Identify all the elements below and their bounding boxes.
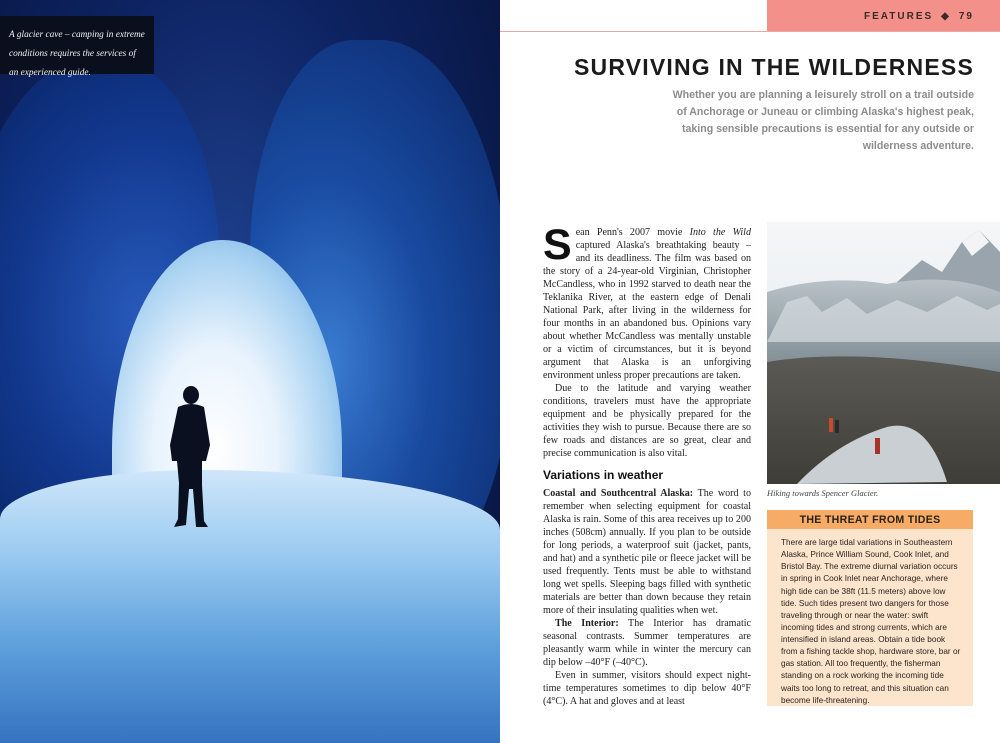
photo-caption-box [0,16,154,78]
left-photo-caption: A glacier cave – camping in extreme conditions requires the services of an experienced guide. [9,30,145,78]
article-page [500,0,1000,743]
p3-text: The word to remember when selecting equipment for coastal Alaska is rain. Some of this area receives up to 200 inches (508cm) annually. If you plan to be outside for long periods, a waterproof suit (jacket, pants, and hat) and a synthetic pile or fleece jacket will be used frequently. Tents must be able to withstand long wet spells. Sleeping bags filled with synthetic materials are better than down because they retain more of their insulating qualities when wet. [543,487,751,616]
paragraph-3 [543,487,751,617]
paragraph-5: Even in summer, visitors should expect night-time temperatures sometimes to dip below 40°F (4°C). A hat and gloves and at least [543,669,751,707]
page-number: 79 [958,10,974,22]
sidebar-title: THE THREAT FROM TIDES [799,513,941,526]
subhead-weather: Variations in weather [543,468,664,482]
paragraph-2: Due to the latitude and varying weather conditions, travelers must have the appropriate equipment and be physically prepared for the activities they wish to pursue. Because there are so few roads and distances are so great, clear and precise communication is also vital. [543,383,751,459]
p1-rest: captured Alaska's breathtaking beauty – and its deadliness. The film was based on the story of a 24-year-old Virginian, Christopher McCandless, who in 1992 starved to death near the Teklanika River, at the eastern edge of Denali National Park, after living in the wilderness for four months in an abandoned bus. Opinions vary about whether McCandless was mentally unstable or a victim of circumstances, but it is beyond argument that Alaska is an unforgiving environment unless proper precautions are taken. [543,240,751,381]
article-title: SURVIVING IN THE WILDERNESS [573,54,974,80]
spencer-glacier-photo [767,222,1000,484]
person-silhouette [160,385,220,530]
diamond-separator-icon: ◆ [941,10,951,22]
body-column [543,221,751,708]
runin-interior: The Interior: [555,617,619,629]
paragraph-4 [543,617,751,669]
section-label: FEATURES [864,10,934,22]
film-title: Into the Wild [689,227,751,238]
tides-sidebar [767,510,973,706]
drop-cap: S [543,221,572,269]
paragraph-1 [543,221,751,382]
p4-text: The Interior has dramatic seasonal contrasts. Summer temperatures are pleasantly warm while in winter the mercury can dip below –40°F (–40°C). [543,617,751,668]
runin-coastal: Coastal and Southcentral Alaska: [543,487,694,499]
snow-floor [0,470,500,743]
sidebar-heading [767,510,973,529]
standfirst: Whether you are planning a leisurely stroll on a trail outside of Anchorage or Juneau or climbing Alaska's highest peak, taking sensible precautions is essential for any outside or wilderness adventure. [672,89,974,153]
running-header [767,0,1000,32]
sidebar-text: There are large tidal variations in Southeastern Alaska, Prince William Sound, Cook Inlet, and Bristol Bay. The extreme diurnal variation occurs in spring in Cook Inlet near Anchorage, where high tide can be 38ft (11.5 meters) above low tide. Such tides present two dangers for those traveling through or near the water: swift incoming tides and strong currents, which are intensified in island areas. Obtain a tide book from a fishing tackle shop, hardware store, bar or gas station. All too frequently, the fisherman standing on a rock working the incoming tide waits too long to retreat, and this situation can become life-threatening. [781,538,961,705]
photo-caption: Hiking towards Spencer Glacier. [767,488,879,498]
header-rule [500,31,1000,32]
p1-start: ean Penn's 2007 movie [575,227,690,238]
